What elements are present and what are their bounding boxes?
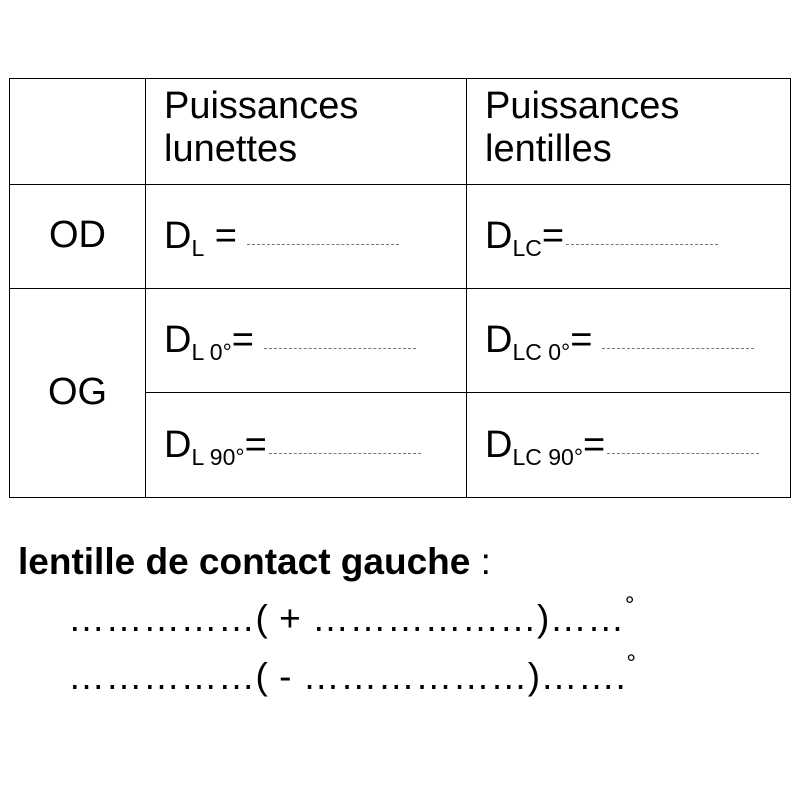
eye-label-od: OD bbox=[10, 184, 146, 288]
section-heading bbox=[18, 541, 491, 583]
formula-lentilles-og-90 bbox=[467, 393, 791, 498]
formula-subscript: L 0° bbox=[191, 339, 232, 366]
formula-lunettes-og-90 bbox=[146, 393, 467, 498]
section-heading-bold: lentille de contact gauche bbox=[18, 541, 471, 582]
formula-subscript: LC 0° bbox=[512, 339, 571, 366]
formula-lentilles-og-0 bbox=[467, 288, 791, 392]
header-lentilles-line-2: lentilles bbox=[485, 127, 612, 170]
answer-blank-lunettes-og-90[interactable] bbox=[269, 453, 421, 454]
power-table bbox=[9, 78, 791, 498]
degree-symbol: ° bbox=[626, 650, 637, 677]
answer-blank-lentilles-od[interactable] bbox=[566, 244, 718, 245]
table-row-od bbox=[10, 184, 791, 288]
formula-subscript: L 90° bbox=[191, 443, 245, 470]
fill-in-line-plus[interactable] bbox=[68, 592, 635, 640]
formula-equals: = bbox=[204, 214, 237, 257]
fill-in-line-minus[interactable] bbox=[68, 650, 637, 698]
header-lentilles-line-1: Puissances bbox=[485, 85, 680, 127]
formula-lunettes-og-0 bbox=[146, 288, 467, 392]
formula-equals: = bbox=[570, 319, 593, 362]
fill-in-text: ……………( - ………………)……. bbox=[68, 656, 627, 697]
answer-blank-lunettes-og-0[interactable] bbox=[264, 348, 416, 349]
formula-subscript: LC bbox=[512, 234, 542, 261]
formula-lunettes-od bbox=[146, 184, 467, 288]
header-lunettes bbox=[146, 79, 467, 185]
formula-symbol: D bbox=[485, 214, 513, 257]
header-lentilles bbox=[467, 79, 791, 185]
formula-symbol: D bbox=[164, 214, 192, 257]
table-row-og-0 bbox=[10, 288, 791, 392]
formula-symbol: D bbox=[485, 423, 513, 466]
answer-blank-lentilles-og-90[interactable] bbox=[607, 453, 759, 454]
section-heading-colon: : bbox=[470, 541, 491, 582]
degree-symbol: ° bbox=[624, 592, 635, 619]
formula-lentilles-od bbox=[467, 184, 791, 288]
formula-equals: = bbox=[541, 214, 565, 257]
header-lunettes-line-2: lunettes bbox=[164, 127, 298, 170]
header-lunettes-line-1: Puissances bbox=[164, 85, 359, 127]
formula-symbol: D bbox=[485, 319, 513, 362]
formula-symbol: D bbox=[164, 423, 192, 466]
answer-blank-lunettes-od[interactable] bbox=[247, 244, 399, 245]
formula-symbol: D bbox=[164, 319, 192, 362]
eye-label-og: OG bbox=[10, 288, 146, 497]
answer-blank-lentilles-og-0[interactable] bbox=[602, 348, 754, 349]
formula-equals: = bbox=[244, 423, 267, 466]
header-corner-cell bbox=[10, 79, 146, 185]
formula-equals: = bbox=[583, 423, 606, 466]
fill-in-text: ……………( + ………………)…… bbox=[68, 598, 625, 639]
table-header-row bbox=[10, 79, 791, 185]
formula-subscript: LC 90° bbox=[512, 443, 584, 470]
formula-equals: = bbox=[231, 319, 254, 362]
formula-subscript: L bbox=[191, 234, 205, 261]
